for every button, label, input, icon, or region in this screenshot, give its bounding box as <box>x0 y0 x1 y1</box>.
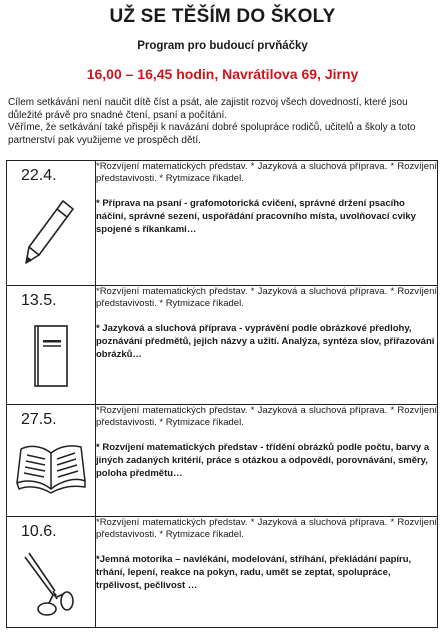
session-date-cell <box>7 161 96 286</box>
session-topics: *Rozvíjení matematických představ. * Jazyková a sluchová příprava. * Rozvíjení představivosti. * Rytmizace říkadel. <box>96 161 437 184</box>
session-focus: * Příprava na psaní - grafomotorická cvičení, správné držení psacího náčiní, správné sezení, uspořádání pracovního místa, uvolňovací cviky spojené s říkankami… <box>96 198 416 235</box>
session-content <box>96 161 438 286</box>
session-topics: *Rozvíjení matematických představ. * Jazyková a sluchová příprava. * Rozvíjení představivosti. * Rytmizace říkadel. <box>96 286 437 309</box>
intro-paragraph-1: Cílem setkávání není naučit dítě číst a psát, ale zajistit rozvoj všech dovedností, které jsou důležité právě pro snadné čtení, psaní a počítání. <box>8 97 408 121</box>
session-topics: *Rozvíjení matematických představ. * Jazyková a sluchová příprava. * Rozvíjení představivosti. * Rytmizace říkadel. <box>96 517 437 540</box>
pencil-icon <box>23 197 79 269</box>
session-focus: * Jazyková a sluchová příprava - vyprávění podle obrázkové předlohy, poznávání předmětů, jejich názvy a užití. Analýza, syntéza slov, přiřazování obrázků… <box>96 323 435 360</box>
intro-text <box>8 97 438 147</box>
session-row <box>7 161 438 286</box>
session-date-cell <box>7 517 96 628</box>
session-content <box>96 517 438 628</box>
session-date: 27.5. <box>21 411 57 428</box>
program-table <box>6 160 438 628</box>
time-and-place: 16,00 – 16,45 hodin, Navrátilova 69, Jirny <box>86 66 359 82</box>
session-row <box>7 405 438 517</box>
session-date-cell <box>7 405 96 517</box>
page-title: UŽ SE TĚŠÍM DO ŠKOLY <box>109 6 336 27</box>
session-content <box>96 286 438 405</box>
session-focus: * Rozvíjení matematických představ - třídění obrázků podle počtu, barvy a jiných zadaných kritérií, práce s otázkou a odpovědí, porovnávání, směry, poloha předmětu… <box>96 442 430 479</box>
session-date: 10.6. <box>21 523 57 540</box>
page-subtitle: Program pro budoucí prvňáčky <box>137 40 308 52</box>
session-content <box>96 405 438 517</box>
session-date: 22.4. <box>21 167 57 184</box>
session-date-cell <box>7 286 96 405</box>
session-focus: *Jemná motorika – navlékání, modelování, stříhání, překládání papíru, trhání, lepení, reakce na pokyn, radu, umět se zeptat, spolupráce, trpělivost, pečlivost … <box>96 554 412 591</box>
session-date: 13.5. <box>21 292 57 309</box>
session-row <box>7 517 438 628</box>
notebook-icon <box>23 322 79 392</box>
session-topics: *Rozvíjení matematických představ. * Jazyková a sluchová příprava. * Rozvíjení představivosti. * Rytmizace říkadel. <box>96 405 437 428</box>
session-row <box>7 286 438 405</box>
open-book-icon <box>15 439 87 499</box>
intro-paragraph-2: Věříme, že setkávání také přispěji k navázání dobré spolupráce rodičů, učitelů a školy a toto partnerství pak využijeme ve prospěch dětí. <box>8 122 416 146</box>
scissors-icon <box>19 549 79 621</box>
